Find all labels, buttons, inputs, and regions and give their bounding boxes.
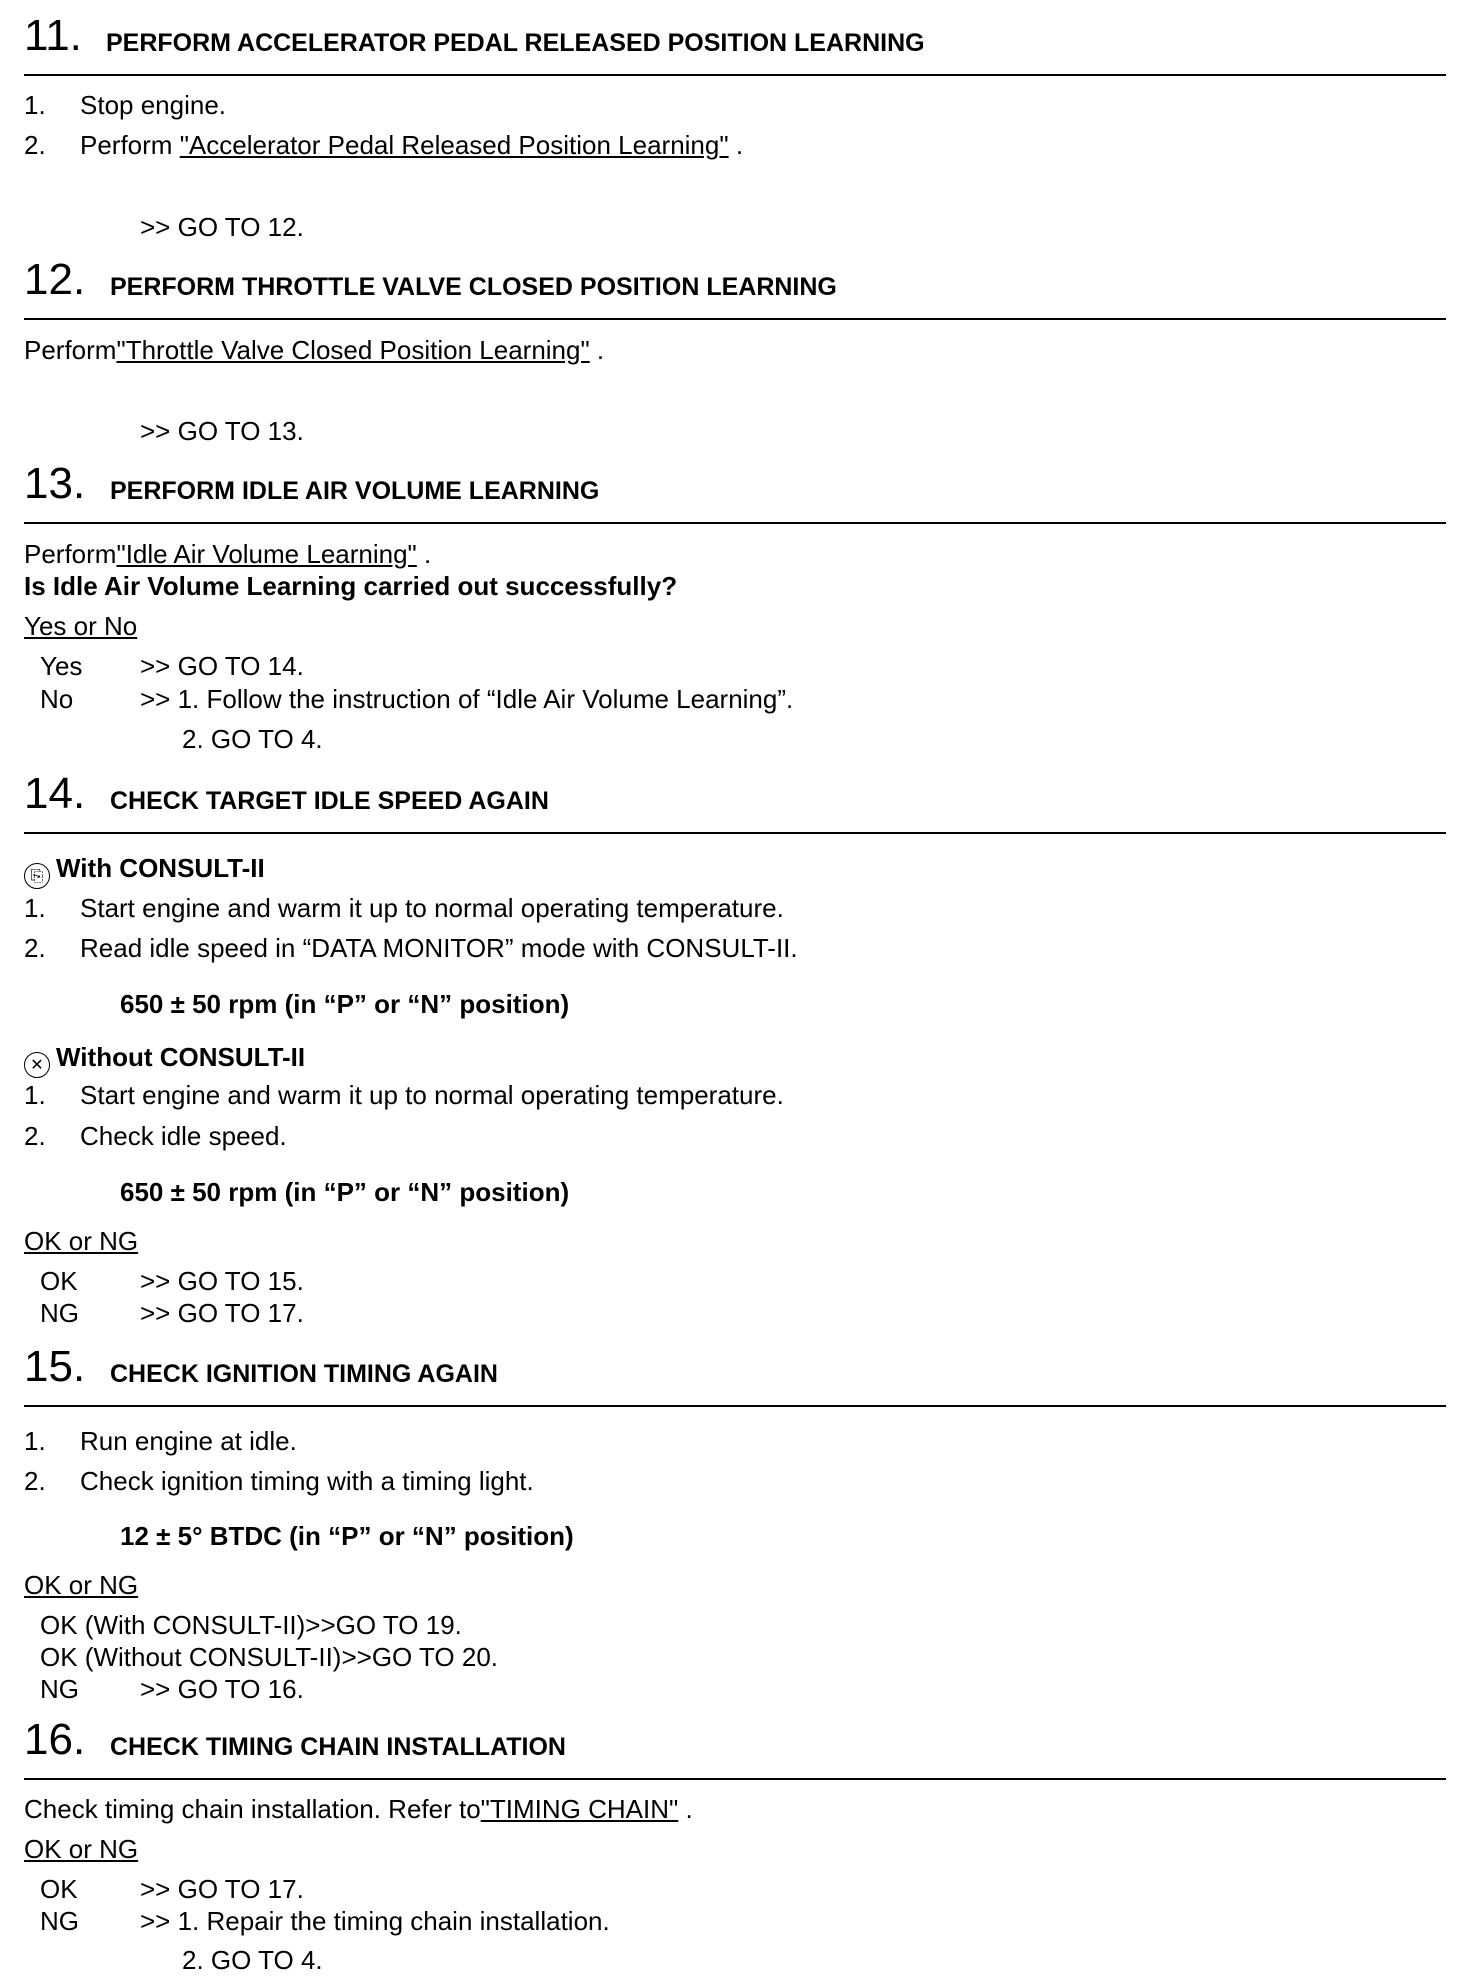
consult-tool-icon: ⎘ bbox=[24, 863, 50, 889]
timing-chain-link[interactable]: "TIMING CHAIN" bbox=[480, 1794, 679, 1824]
step-11-item-2-text: Perform bbox=[80, 130, 180, 160]
step-14-with-item-2-num: 2. bbox=[24, 933, 46, 963]
step-11-item-2 bbox=[80, 130, 743, 160]
step-14-title: CHECK TARGET IDLE SPEED AGAIN bbox=[110, 787, 549, 815]
step-13-answer-no-key: No bbox=[40, 684, 74, 714]
step-16-line-after: . bbox=[678, 1794, 693, 1824]
step-13-answer-yes-value: >> GO TO 14. bbox=[140, 651, 304, 681]
step-16-answer-ng-value: >> 1. Repair the timing chain installation. bbox=[140, 1906, 610, 1936]
step-14-without-item-2-num: 2. bbox=[24, 1121, 46, 1151]
step-13-answer-yes-key: Yes bbox=[40, 651, 83, 681]
step-14-spec-with: 650 ± 50 rpm (in “P” or “N” position) bbox=[120, 989, 570, 1019]
step-15-item-2-num: 2. bbox=[24, 1466, 46, 1496]
step-15-answer-ng-key: NG bbox=[40, 1674, 79, 1704]
step-12-goto: >> GO TO 13. bbox=[140, 416, 304, 446]
step-13-divider bbox=[24, 522, 1446, 524]
step-13-answer-heading: Yes or No bbox=[24, 611, 138, 641]
without-consult-label: Without CONSULT-II bbox=[56, 1042, 306, 1072]
step-16-title: CHECK TIMING CHAIN INSTALLATION bbox=[110, 1733, 566, 1761]
step-16-answer-ok-value: >> GO TO 17. bbox=[140, 1874, 304, 1904]
step-16-answer-ok-key: OK bbox=[40, 1874, 78, 1904]
step-11-item-2-num: 2. bbox=[24, 130, 46, 160]
step-11-item-2-after: . bbox=[728, 130, 744, 160]
step-13-line-pre: Perform bbox=[24, 539, 117, 569]
step-13-line-after: . bbox=[416, 539, 432, 569]
without-consult-heading bbox=[24, 1042, 305, 1078]
step-13-answer-no-cont: 2. GO TO 4. bbox=[182, 724, 323, 754]
no-consult-icon: ✕ bbox=[24, 1052, 50, 1078]
step-11-divider bbox=[24, 74, 1446, 76]
with-consult-label: With CONSULT-II bbox=[56, 853, 265, 883]
step-16-answer-ng-key: NG bbox=[40, 1906, 79, 1936]
step-11-item-1-num: 1. bbox=[24, 90, 46, 120]
step-14-without-item-2-text: Check idle speed. bbox=[80, 1121, 287, 1151]
step-11-goto: >> GO TO 12. bbox=[140, 212, 304, 242]
step-11-number: 11. bbox=[24, 11, 82, 60]
step-14-spec-without: 650 ± 50 rpm (in “P” or “N” position) bbox=[120, 1177, 570, 1207]
step-14-with-item-1-text: Start engine and warm it up to normal operating temperature. bbox=[80, 893, 784, 923]
step-16-divider bbox=[24, 1778, 1446, 1780]
step-15-item-1-num: 1. bbox=[24, 1426, 46, 1456]
with-consult-heading bbox=[24, 853, 265, 889]
step-15-number: 15. bbox=[24, 1342, 86, 1391]
step-16-line-pre: Check timing chain installation. Refer to bbox=[24, 1794, 481, 1824]
step-14-answer-ng-value: >> GO TO 17. bbox=[140, 1298, 304, 1328]
accelerator-pedal-learning-link[interactable]: "Accelerator Pedal Released Position Learning" bbox=[179, 130, 729, 160]
step-13-question: Is Idle Air Volume Learning carried out successfully? bbox=[24, 571, 678, 601]
step-15-answer-heading: OK or NG bbox=[24, 1570, 139, 1600]
step-12-line bbox=[24, 335, 604, 365]
step-13-line bbox=[24, 539, 431, 569]
step-14-with-item-2-text: Read idle speed in “DATA MONITOR” mode with CONSULT-II. bbox=[80, 933, 798, 963]
step-14-answer-ng-key: NG bbox=[40, 1298, 79, 1328]
step-15-spec: 12 ± 5° BTDC (in “P” or “N” position) bbox=[120, 1521, 574, 1551]
step-13-title: PERFORM IDLE AIR VOLUME LEARNING bbox=[110, 477, 600, 505]
step-14-answer-ok-key: OK bbox=[40, 1266, 78, 1296]
step-14-answer-ok-value: >> GO TO 15. bbox=[140, 1266, 304, 1296]
step-12-line-after: . bbox=[589, 335, 605, 365]
step-15-item-2-text: Check ignition timing with a timing light. bbox=[80, 1466, 534, 1496]
step-12-title: PERFORM THROTTLE VALVE CLOSED POSITION LEARNING bbox=[110, 273, 837, 301]
step-11-title: PERFORM ACCELERATOR PEDAL RELEASED POSITION LEARNING bbox=[106, 29, 925, 57]
step-15-answer-ok-without: OK (Without CONSULT-II)>>GO TO 20. bbox=[40, 1642, 499, 1672]
step-14-answer-heading: OK or NG bbox=[24, 1226, 139, 1256]
step-16-answer-ng-cont: 2. GO TO 4. bbox=[182, 1945, 323, 1975]
step-14-divider bbox=[24, 832, 1446, 834]
step-16-line bbox=[24, 1794, 693, 1824]
step-15-item-1-text: Run engine at idle. bbox=[80, 1426, 297, 1456]
idle-air-volume-learning-link[interactable]: "Idle Air Volume Learning" bbox=[116, 539, 417, 569]
step-13-answer-no-value: >> 1. Follow the instruction of “Idle Air Volume Learning”. bbox=[140, 684, 794, 714]
step-11-item-1-text: Stop engine. bbox=[80, 90, 227, 120]
step-14-with-item-1-num: 1. bbox=[24, 893, 46, 923]
step-15-divider bbox=[24, 1405, 1446, 1407]
step-12-line-pre: Perform bbox=[24, 335, 117, 365]
step-14-without-item-1-num: 1. bbox=[24, 1080, 46, 1110]
step-12-number: 12. bbox=[24, 255, 86, 304]
step-13-number: 13. bbox=[24, 459, 86, 508]
step-12-divider bbox=[24, 318, 1446, 320]
step-15-title: CHECK IGNITION TIMING AGAIN bbox=[110, 1360, 498, 1388]
step-14-without-item-1-text: Start engine and warm it up to normal operating temperature. bbox=[80, 1080, 784, 1110]
throttle-valve-learning-link[interactable]: "Throttle Valve Closed Position Learning" bbox=[116, 335, 590, 365]
step-14-number: 14. bbox=[24, 769, 86, 818]
step-16-number: 16. bbox=[24, 1715, 86, 1764]
step-15-answer-ok-with: OK (With CONSULT-II)>>GO TO 19. bbox=[40, 1610, 462, 1640]
step-15-answer-ng-value: >> GO TO 16. bbox=[140, 1674, 304, 1704]
step-16-answer-heading: OK or NG bbox=[24, 1834, 139, 1864]
